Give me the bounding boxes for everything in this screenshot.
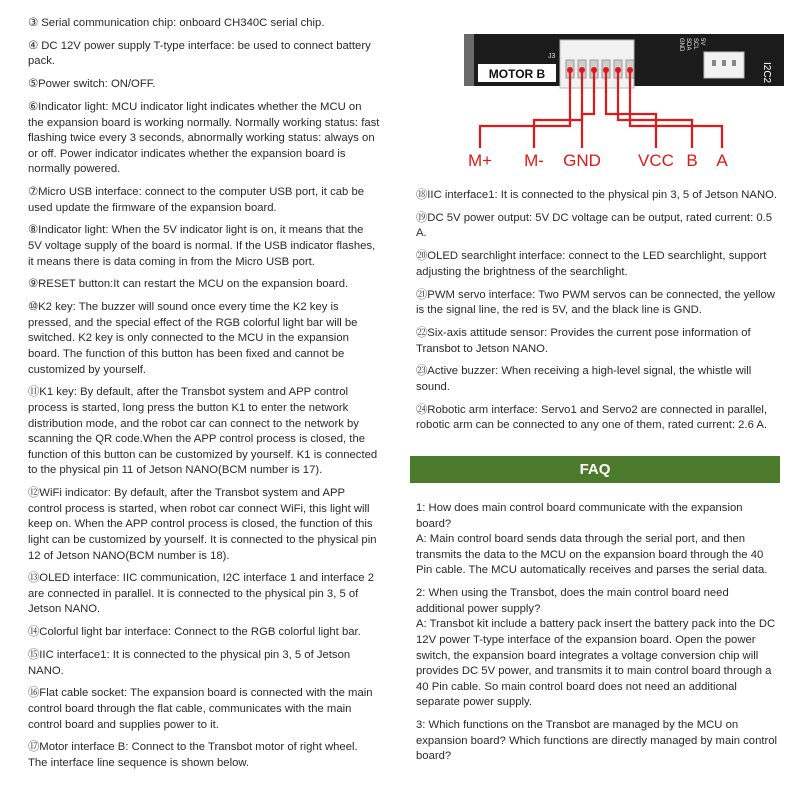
connector-label: J3 <box>548 53 556 60</box>
faq-list <box>416 501 780 772</box>
faq-header: FAQ <box>410 456 780 483</box>
motor-b-connector-diagram <box>464 30 784 180</box>
description-item: ㉑PWM servo interface: Two PWM servos can be connected, the yellow is the signal line, the red is 5V, and the black line is GND. <box>416 288 779 317</box>
faq-item: 3: Which functions on the Transbot are managed by the MCU on expansion board? Which functions are directly managed by main control board? <box>416 719 781 763</box>
description-item: ㉒Six-axis attitude sensor: Provides the current pose information of Transbot to Jetson NANO. <box>416 326 754 355</box>
description-item: ㉓Active buzzer: When receiving a high-level signal, the whistle will sound. <box>416 365 755 393</box>
pin-label: M+ <box>467 151 493 170</box>
pin-label: VCC <box>638 151 674 170</box>
description-item: ⑮IIC interface1: It is connected to the physical pin 3, 5 of Jetson NANO. <box>28 649 354 677</box>
description-item: ⑩K2 key: The buzzer will sound once every time the K2 key is pressed, and the special effect of the RGB colorful light bar will be switched. K2 key is only connected to the MCU in the expansion board. The function of this button has been fixed and cannot be customized by yourself. <box>28 301 361 376</box>
description-item: ㉔Robotic arm interface: Servo1 and Servo2 are connected in parallel, robotic arm can be connected to any one of them, rated current: 2.6 A. <box>416 403 771 432</box>
i2c2-pin-label: 5V <box>699 38 705 46</box>
description-item: ⑧Indicator light: When the 5V indicator light is on, it means that the 5V voltage supply of the board is normal. If the USB indicator flashes, it means there is data coming in from the Micro USB port. <box>28 224 379 268</box>
description-item: ⑰Motor interface B: Connect to the Transbot motor of right wheel. The interface line sequence is shown below. <box>28 741 361 769</box>
description-item: ④ DC 12V power supply T-type interface: be used to connect battery pack. <box>28 39 374 68</box>
i2c2-pin-label: GND <box>678 38 684 52</box>
pin-label: B <box>686 151 698 170</box>
pin-dot <box>603 67 609 73</box>
description-item: ⑥Indicator light: MCU indicator light indicates whether the MCU on the expansion board is working normally. Normally working status: fast flashing twice every 3 seconds, abnormally working status: always on or off. Power indicator indicates whether the expansion board is normally powered. <box>28 100 383 176</box>
pin-dot <box>579 67 585 73</box>
pin-dot <box>591 67 597 73</box>
description-item: ⑫WiFi indicator: By default, after the Transbot system and APP control process is started, when robot car connect WiFi, this light will keep on. When the APP control process is closed, the function of this light can be customized by yourself. It is connected to the physical pin 12 of Jetson NANO(BCM number is 18). <box>28 487 380 562</box>
description-item: ⑯Flat cable socket: The expansion board is connected with the main control board through the flat cable, communicates with the main control board and supplies power to it. <box>28 687 376 731</box>
description-item: ⑬OLED interface: IIC communication, I2C interface 1 and interface 2 are connected in parallel. It is connected to the physical pin 3, 5 of Jetson NANO. <box>28 572 378 616</box>
i2c2-pin <box>712 60 716 66</box>
right-item-list <box>416 188 780 441</box>
motor-b-label: MOTOR B <box>488 67 546 81</box>
description-item: ⑳OLED searchlight interface: connect to the LED searchlight, support adjusting the brightness of the searchlight. <box>416 250 770 278</box>
i2c2-pin <box>732 60 736 66</box>
i2c2-label: I2C2 <box>761 62 772 84</box>
faq-item: 2: When using the Transbot, does the main control board need additional power supply? A: Transbot kit include a battery pack insert the battery pack into the DC 12V power T-type interface of the expansion board. Open the power switch, the expansion board integrates a voltage conversion chip will provides DC 5V power, and transmits it to main control board through a 40 Pin cable. So main control board does not need an additional separate power supply. <box>416 587 776 709</box>
faq-item: 1: How does main control board communicate with the expansion board? A: Main control board sends data through the serial port, and then transmits the data to the MCU on the expansion board through the 40 Pin cable. The MCU automatically receives and parses the serial data. <box>416 502 768 577</box>
left-column <box>28 16 383 779</box>
pin-dot <box>615 67 621 73</box>
right-column <box>416 0 780 800</box>
i2c2-pin <box>722 60 726 66</box>
pin-dot <box>627 67 633 73</box>
description-item: ⑲DC 5V power output: 5V DC voltage can be output, rated current: 0.5 A. <box>416 211 775 240</box>
description-item: ⑤Power switch: ON/OFF. <box>28 78 156 91</box>
description-item: ⑦Micro USB interface: connect to the computer USB port, it cab be used update the firmware of the expansion board. <box>28 186 368 214</box>
i2c2-pin-label: SDA <box>685 38 691 51</box>
i2c2-pin-label: SCL <box>692 38 698 50</box>
pin-labels <box>468 151 728 170</box>
description-item: ⑱IIC interface1: It is connected to the physical pin 3, 5 of Jetson NANO. <box>416 189 778 201</box>
pin-label: M- <box>524 151 544 170</box>
description-item: ⑪K1 key: By default, after the Transbot system and APP control process is started, long press the button K1 to enter the network distribution mode, and the robot car can connect to the network by scanning the QR code.When the APP control process is closed, the function of this button can be customized by yourself. K1 is connected to the physical pin 11 of Jetson NANO(BCM number is 17). <box>28 386 381 477</box>
description-item: ⑨RESET button:It can restart the MCU on the expansion board. <box>28 278 349 291</box>
pin-dot <box>567 67 573 73</box>
pin-label: GND <box>563 151 601 170</box>
description-item: ③ Serial communication chip: onboard CH340C serial chip. <box>28 17 325 29</box>
pcb-edge <box>464 34 474 86</box>
description-item: ⑭Colorful light bar interface: Connect to the RGB colorful light bar. <box>28 626 361 639</box>
pin-label: A <box>716 151 728 170</box>
